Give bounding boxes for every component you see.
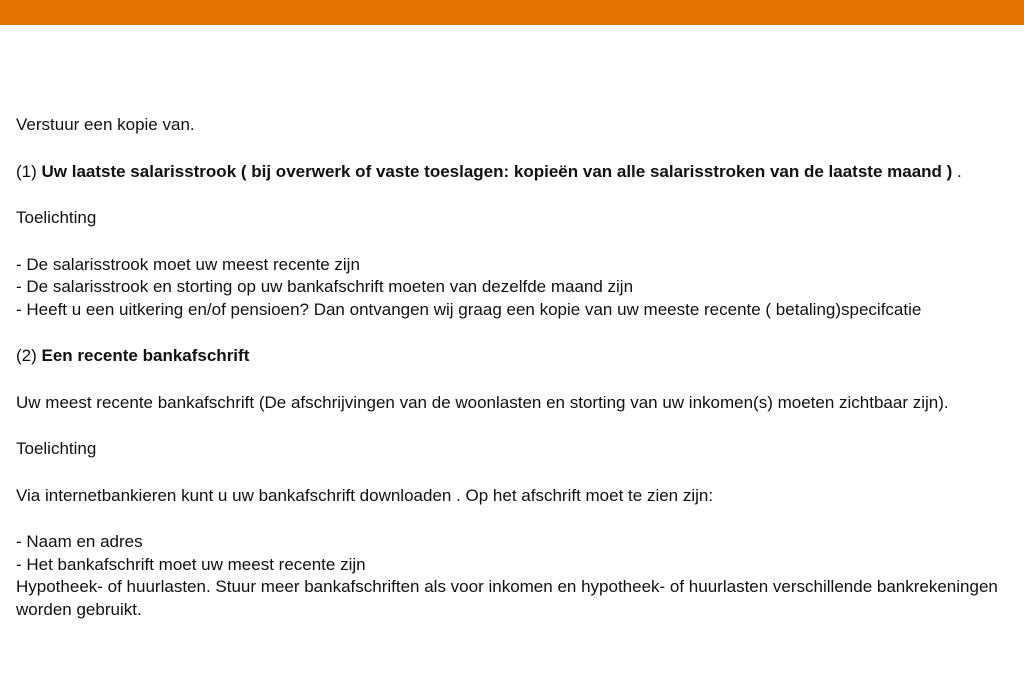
section2-number: (2) [16, 346, 42, 365]
intro-text: Verstuur een kopie van. [16, 115, 195, 134]
list-item: - De salarisstrook moet uw meest recente zijn [16, 254, 360, 274]
section1-heading [16, 161, 1012, 184]
section2-heading [16, 345, 1012, 368]
section2-note: Hypotheek- of huurlasten. Stuur meer bankafschriften als voor inkomen en hypotheek- of huurlasten verschillende bankrekeningen worden gebruikt. [16, 577, 998, 619]
section1-number: (1) [16, 161, 42, 181]
list-item: - Heeft u een uitkering en/of pensioen? Dan ontvangen wij graag een kopie van uw meeste recente ( betaling)specifcatie [16, 299, 922, 319]
section1-title-suffix: . [952, 161, 962, 181]
list-item: - De salarisstrook en storting op uw bankafschrift moeten van dezelfde maand zijn [16, 277, 634, 296]
section2-description: Uw meest recente bankafschrift (De afschrijvingen van de woonlasten en storting van uw inkomen(s) moeten zichtbaar zijn). [16, 392, 949, 412]
section1-title: Uw laatste salarisstrook ( bij overwerk of vaste toeslagen: kopieën van alle salarisstroken van de laatste maand ) [41, 161, 953, 181]
section2-title: Een recente bankafschrift [41, 346, 250, 365]
document-body [16, 114, 1012, 645]
list-item: - Naam en adres [16, 532, 143, 551]
section2-instruction: Via internetbankieren kunt u uw bankafschrift downloaden . Op het afschrift moet te zien zijn: [16, 485, 714, 505]
list-item: - Het bankafschrift moet uw meest recente zijn [16, 554, 366, 574]
section2-toelichting-label: Toelichting [16, 439, 97, 458]
section1-bullet-list [16, 254, 1012, 322]
section1-toelichting-label: Toelichting [16, 208, 97, 227]
header-bar [0, 0, 1024, 25]
section2-bullet-list [16, 531, 1012, 621]
